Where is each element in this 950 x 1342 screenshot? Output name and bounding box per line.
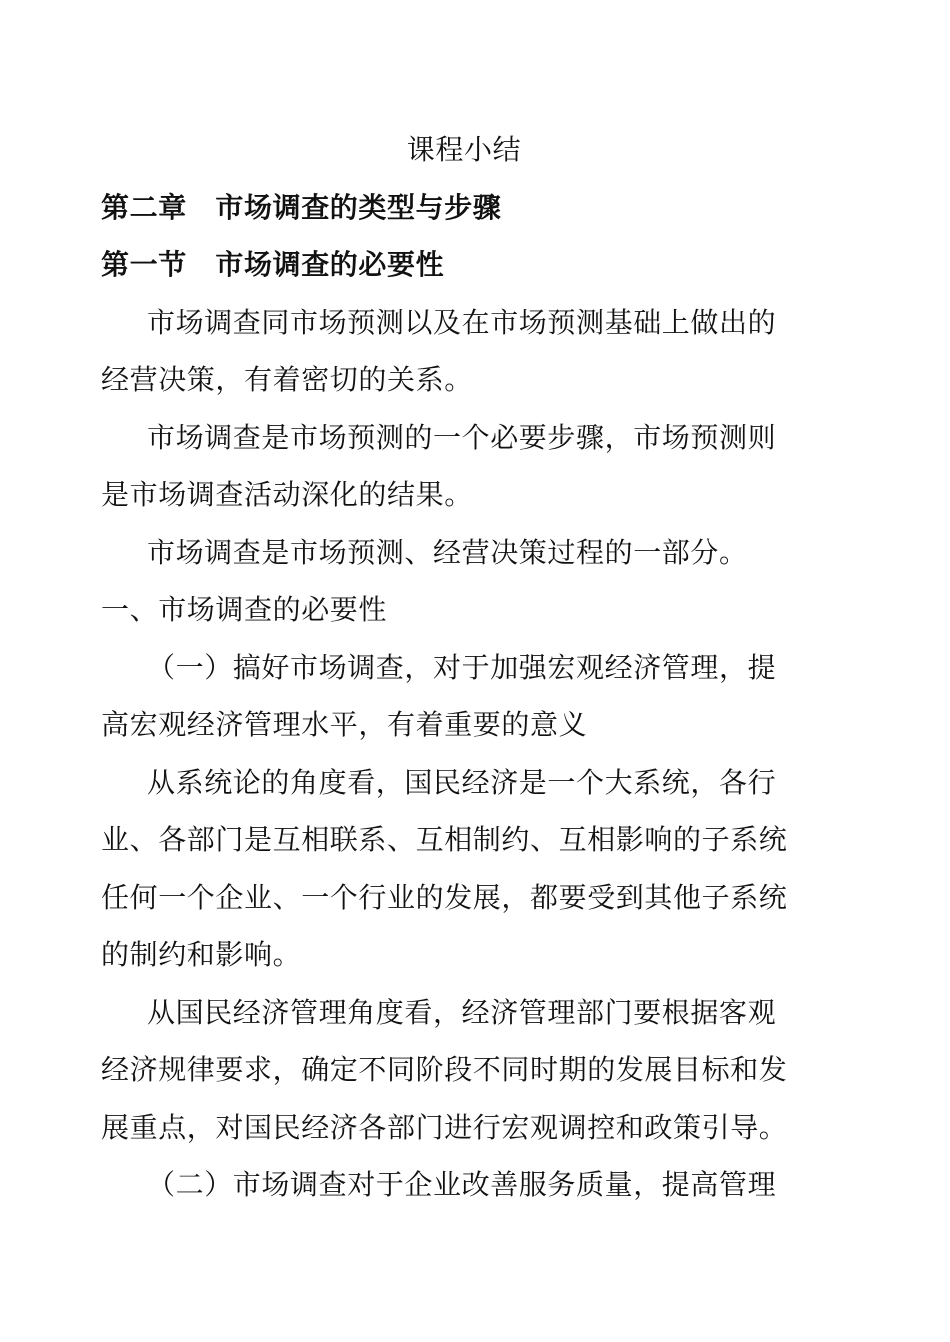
paragraph-line: 业、各部门是互相联系、互相制约、互相影响的子系统 <box>101 823 788 856</box>
paragraph-line: 从系统论的角度看，国民经济是一个大系统，各行 <box>147 765 777 799</box>
paragraph-line: 市场调查是市场预测的一个必要步骤，市场预测则 <box>147 420 777 454</box>
paragraph-line: （一）搞好市场调查，对于加强宏观经济管理，提 <box>147 650 777 684</box>
paragraph-line: 市场调查是市场预测、经营决策过程的一部分。 <box>147 535 748 569</box>
paragraph-line: （二）市场调查对于企业改善服务质量，提高管理 <box>147 1168 777 1201</box>
paragraph-line: 经济规律要求，确定不同阶段不同时期的发展目标和发 <box>101 1053 788 1086</box>
paragraph-line: 是市场调查活动深化的结果。 <box>101 478 473 511</box>
page-title: 课程小结 <box>406 133 522 166</box>
subheading-line: 一、市场调查的必要性 <box>101 593 388 626</box>
paragraph-line: 从国民经济管理角度看，经济管理部门要根据客观 <box>147 995 777 1029</box>
chapter-heading: 第二章 市场调查的类型与步骤 <box>101 190 502 224</box>
paragraph-line: 的制约和影响。 <box>101 938 302 971</box>
paragraph-line: 任何一个企业、一个行业的发展，都要受到其他子系统 <box>101 880 788 914</box>
paragraph-line: 展重点，对国民经济各部门进行宏观调控和政策引导。 <box>101 1110 788 1144</box>
paragraph-line: 经营决策，有着密切的关系。 <box>101 363 473 396</box>
paragraph-line: 市场调查同市场预测以及在市场预测基础上做出的 <box>147 305 777 339</box>
paragraph-line: 高宏观经济管理水平，有着重要的意义 <box>101 708 588 741</box>
document-body <box>101 121 813 1214</box>
section-heading: 第一节 市场调查的必要性 <box>101 248 445 281</box>
